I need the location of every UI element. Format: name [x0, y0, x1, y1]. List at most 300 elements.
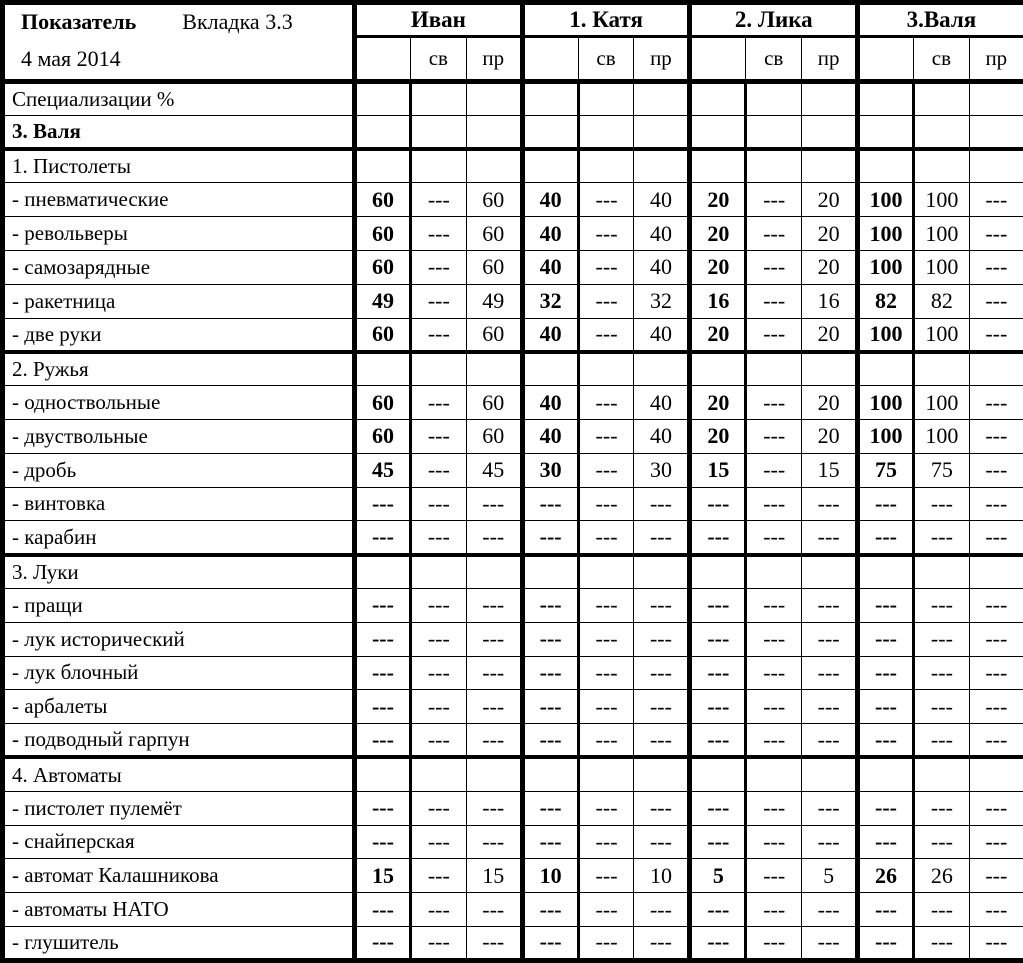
data-cell: --- [466, 791, 522, 825]
data-cell: 100 [858, 217, 914, 251]
data-cell [410, 149, 466, 183]
data-cell [802, 115, 858, 149]
data-cell: 40 [634, 183, 690, 217]
data-cell [578, 82, 634, 116]
data-cell [969, 757, 1023, 791]
data-cell: --- [578, 250, 634, 284]
data-cell: --- [355, 588, 411, 622]
table-row [3, 487, 1023, 521]
table-row [3, 690, 1023, 724]
data-cell: --- [913, 893, 969, 927]
data-cell [858, 115, 914, 149]
data-cell: 5 [690, 859, 746, 893]
data-cell [355, 115, 411, 149]
data-cell: --- [746, 926, 802, 960]
group-header-2: 1. Катя [522, 3, 690, 37]
data-cell: --- [410, 419, 466, 453]
data-cell [634, 757, 690, 791]
data-cell: 60 [466, 183, 522, 217]
data-cell [410, 757, 466, 791]
table-row [3, 352, 1023, 386]
data-cell [858, 149, 914, 183]
data-cell: 40 [634, 419, 690, 453]
data-cell [969, 115, 1023, 149]
data-cell: 20 [802, 318, 858, 352]
row-label: - самозарядные [3, 250, 355, 284]
data-cell: --- [802, 690, 858, 724]
data-cell [746, 149, 802, 183]
data-cell: --- [690, 521, 746, 555]
row-label: 4. Автоматы [3, 757, 355, 791]
data-cell: --- [690, 825, 746, 859]
table-row [3, 893, 1023, 927]
data-cell [690, 115, 746, 149]
header-row-groups [3, 3, 1023, 37]
row-label: Специализации % [3, 82, 355, 116]
data-cell [410, 82, 466, 116]
data-cell: --- [858, 690, 914, 724]
data-cell: 10 [634, 859, 690, 893]
data-cell: --- [578, 622, 634, 656]
data-cell [746, 757, 802, 791]
data-cell [355, 82, 411, 116]
data-cell: --- [410, 521, 466, 555]
group-header-4: 3.Валя [858, 3, 1023, 37]
data-cell: --- [969, 521, 1023, 555]
data-cell: --- [355, 487, 411, 521]
row-label: - автомат Калашникова [3, 859, 355, 893]
data-cell [522, 115, 578, 149]
data-cell [802, 352, 858, 386]
data-cell [634, 82, 690, 116]
data-cell: --- [466, 926, 522, 960]
data-cell: --- [746, 217, 802, 251]
data-cell: --- [746, 588, 802, 622]
row-label: - снайперская [3, 825, 355, 859]
data-cell: --- [802, 588, 858, 622]
data-cell: 100 [913, 217, 969, 251]
data-cell: --- [466, 656, 522, 690]
table-row [3, 859, 1023, 893]
data-cell [578, 555, 634, 589]
data-cell: --- [746, 724, 802, 758]
subheader-cell [858, 36, 914, 81]
subheader-cell: св [746, 36, 802, 81]
subheader-cell: св [578, 36, 634, 81]
data-cell: --- [578, 487, 634, 521]
table-header [3, 3, 1023, 82]
data-cell: --- [634, 521, 690, 555]
data-cell: 60 [355, 419, 411, 453]
data-cell: --- [746, 386, 802, 420]
data-cell: --- [634, 724, 690, 758]
data-cell: --- [522, 926, 578, 960]
data-cell [969, 555, 1023, 589]
data-cell: --- [410, 690, 466, 724]
data-cell [858, 82, 914, 116]
data-cell: 20 [802, 419, 858, 453]
data-cell: --- [634, 825, 690, 859]
data-cell: --- [410, 183, 466, 217]
data-cell: 60 [466, 386, 522, 420]
data-cell: --- [746, 250, 802, 284]
data-cell: --- [410, 487, 466, 521]
data-cell: --- [466, 724, 522, 758]
data-cell: 60 [466, 318, 522, 352]
data-cell [522, 352, 578, 386]
data-cell: --- [690, 791, 746, 825]
data-cell: 60 [466, 250, 522, 284]
data-cell: --- [355, 825, 411, 859]
data-cell: --- [802, 622, 858, 656]
data-cell [410, 555, 466, 589]
row-label: - две руки [3, 318, 355, 352]
table-row [3, 149, 1023, 183]
data-cell: --- [522, 521, 578, 555]
table-row [3, 724, 1023, 758]
data-cell: --- [690, 588, 746, 622]
data-cell: --- [969, 318, 1023, 352]
table-row [3, 588, 1023, 622]
data-cell [522, 149, 578, 183]
data-cell: --- [634, 690, 690, 724]
data-cell: --- [913, 588, 969, 622]
data-cell: --- [913, 825, 969, 859]
data-cell: --- [410, 724, 466, 758]
data-cell: --- [410, 284, 466, 318]
data-cell: --- [578, 318, 634, 352]
data-cell: 100 [913, 386, 969, 420]
data-cell: --- [355, 791, 411, 825]
data-cell: --- [858, 588, 914, 622]
table-row [3, 419, 1023, 453]
data-cell: --- [746, 656, 802, 690]
data-cell: --- [969, 791, 1023, 825]
data-cell: --- [410, 588, 466, 622]
data-cell [802, 82, 858, 116]
data-cell: --- [746, 859, 802, 893]
data-cell [355, 555, 411, 589]
data-cell: 60 [355, 318, 411, 352]
data-cell [858, 555, 914, 589]
row-label: 1. Пистолеты [3, 149, 355, 183]
data-cell [690, 555, 746, 589]
data-cell: --- [578, 656, 634, 690]
subheader-cell: пр [802, 36, 858, 81]
table-row [3, 82, 1023, 116]
data-cell: 20 [802, 250, 858, 284]
data-cell: --- [969, 926, 1023, 960]
data-cell: 45 [466, 453, 522, 487]
table-row [3, 250, 1023, 284]
data-cell: --- [802, 724, 858, 758]
data-cell: 10 [522, 859, 578, 893]
data-cell: --- [355, 926, 411, 960]
data-cell: 100 [913, 250, 969, 284]
data-cell: --- [969, 284, 1023, 318]
data-cell: --- [802, 487, 858, 521]
data-cell: 40 [634, 250, 690, 284]
data-cell [466, 555, 522, 589]
data-cell: --- [858, 724, 914, 758]
data-cell [355, 352, 411, 386]
data-cell: --- [410, 926, 466, 960]
data-cell: --- [634, 656, 690, 690]
data-cell: --- [578, 386, 634, 420]
row-label: - револьверы [3, 217, 355, 251]
data-cell: --- [410, 250, 466, 284]
data-cell: 15 [690, 453, 746, 487]
data-cell [913, 115, 969, 149]
data-cell [634, 352, 690, 386]
row-label: - пистолет пулемёт [3, 791, 355, 825]
data-cell [746, 82, 802, 116]
data-cell [466, 757, 522, 791]
data-cell [913, 555, 969, 589]
data-cell: --- [634, 487, 690, 521]
data-cell: --- [858, 791, 914, 825]
data-cell: --- [578, 217, 634, 251]
data-cell: --- [690, 622, 746, 656]
data-cell: --- [578, 419, 634, 453]
data-cell: --- [858, 926, 914, 960]
data-cell [746, 115, 802, 149]
data-cell: --- [746, 419, 802, 453]
data-cell: 100 [913, 419, 969, 453]
table-row [3, 284, 1023, 318]
subheader-cell [690, 36, 746, 81]
data-cell: 82 [913, 284, 969, 318]
row-label: 3. Валя [3, 115, 355, 149]
subheader-cell: св [410, 36, 466, 81]
data-cell: --- [746, 453, 802, 487]
data-cell [746, 352, 802, 386]
data-cell: 40 [522, 183, 578, 217]
data-cell: --- [410, 656, 466, 690]
data-cell: --- [634, 893, 690, 927]
data-cell: --- [746, 893, 802, 927]
subheader-cell: пр [634, 36, 690, 81]
row-label: - глушитель [3, 926, 355, 960]
data-cell [802, 555, 858, 589]
data-cell [522, 757, 578, 791]
data-cell: --- [578, 284, 634, 318]
data-cell: --- [578, 588, 634, 622]
data-cell [522, 82, 578, 116]
data-cell: 20 [690, 386, 746, 420]
date-label: 4 мая 2014 [5, 39, 352, 79]
data-cell: --- [913, 791, 969, 825]
table-row [3, 791, 1023, 825]
data-cell: --- [858, 825, 914, 859]
data-cell: --- [578, 453, 634, 487]
data-cell: 40 [522, 386, 578, 420]
data-cell: --- [746, 825, 802, 859]
data-cell: --- [969, 690, 1023, 724]
data-cell: --- [410, 893, 466, 927]
table-row [3, 757, 1023, 791]
data-cell: --- [522, 487, 578, 521]
data-cell: --- [858, 487, 914, 521]
data-cell: 100 [858, 250, 914, 284]
data-cell: --- [355, 656, 411, 690]
data-cell: --- [410, 791, 466, 825]
row-label: 2. Ружья [3, 352, 355, 386]
table-row [3, 386, 1023, 420]
data-cell: --- [578, 521, 634, 555]
data-cell [802, 149, 858, 183]
data-cell: --- [969, 825, 1023, 859]
data-cell: 100 [858, 318, 914, 352]
data-cell: --- [690, 893, 746, 927]
data-cell: --- [746, 487, 802, 521]
data-cell [578, 149, 634, 183]
data-cell [690, 757, 746, 791]
data-cell: --- [913, 521, 969, 555]
table-corner-cell [3, 3, 355, 82]
table-row [3, 318, 1023, 352]
data-cell: --- [634, 926, 690, 960]
table-body [3, 82, 1023, 961]
data-cell: 60 [355, 217, 411, 251]
data-cell: --- [690, 656, 746, 690]
data-cell [355, 757, 411, 791]
row-label: - лук блочный [3, 656, 355, 690]
data-cell [355, 149, 411, 183]
data-cell: 100 [913, 318, 969, 352]
data-cell: 40 [522, 318, 578, 352]
data-cell: 20 [802, 183, 858, 217]
table-row [3, 926, 1023, 960]
group-header-3: 2. Лика [690, 3, 858, 37]
data-cell: --- [578, 926, 634, 960]
table-row [3, 115, 1023, 149]
data-cell: --- [969, 656, 1023, 690]
data-cell: 49 [355, 284, 411, 318]
table-row [3, 217, 1023, 251]
data-cell: --- [802, 926, 858, 960]
data-cell: --- [969, 386, 1023, 420]
data-cell: 20 [690, 183, 746, 217]
data-cell: --- [802, 656, 858, 690]
data-cell: --- [578, 690, 634, 724]
data-cell: 40 [634, 386, 690, 420]
data-cell: --- [690, 690, 746, 724]
data-cell: --- [969, 893, 1023, 927]
table-row [3, 825, 1023, 859]
data-cell [969, 82, 1023, 116]
data-cell: 40 [522, 250, 578, 284]
data-cell: --- [913, 487, 969, 521]
data-cell: --- [578, 825, 634, 859]
data-cell: --- [466, 893, 522, 927]
data-cell: --- [913, 690, 969, 724]
data-cell: --- [355, 893, 411, 927]
data-cell: 16 [802, 284, 858, 318]
data-cell: --- [802, 521, 858, 555]
table-row [3, 521, 1023, 555]
tab-label: Вкладка 3.3 [182, 9, 292, 35]
data-cell: --- [969, 724, 1023, 758]
subheader-cell [522, 36, 578, 81]
data-cell: --- [969, 487, 1023, 521]
data-cell: 20 [690, 250, 746, 284]
data-cell: 32 [522, 284, 578, 318]
data-cell: 32 [634, 284, 690, 318]
data-cell: 20 [802, 386, 858, 420]
data-cell: 100 [858, 419, 914, 453]
data-cell: --- [578, 183, 634, 217]
data-cell [410, 115, 466, 149]
data-cell: --- [466, 690, 522, 724]
row-label: - пращи [3, 588, 355, 622]
data-cell: --- [410, 825, 466, 859]
data-cell: --- [746, 791, 802, 825]
data-cell: --- [746, 622, 802, 656]
data-cell: 82 [858, 284, 914, 318]
data-cell: --- [355, 724, 411, 758]
row-label: - пневматические [3, 183, 355, 217]
data-cell: --- [969, 622, 1023, 656]
data-cell: 30 [634, 453, 690, 487]
data-cell: --- [355, 690, 411, 724]
data-cell: --- [858, 656, 914, 690]
row-label: - лук исторический [3, 622, 355, 656]
data-cell [410, 352, 466, 386]
row-label: - одноствольные [3, 386, 355, 420]
data-cell: 26 [913, 859, 969, 893]
data-cell: --- [410, 453, 466, 487]
data-cell: 40 [634, 217, 690, 251]
data-cell: 60 [466, 217, 522, 251]
data-cell [913, 82, 969, 116]
data-cell: --- [466, 825, 522, 859]
data-cell: 75 [858, 453, 914, 487]
table-row [3, 453, 1023, 487]
corner-top-line [5, 5, 352, 39]
data-cell: --- [578, 724, 634, 758]
data-cell: --- [410, 318, 466, 352]
data-cell: --- [634, 791, 690, 825]
data-cell: 40 [634, 318, 690, 352]
data-cell: --- [578, 893, 634, 927]
data-cell: --- [858, 622, 914, 656]
subheader-cell [355, 36, 411, 81]
data-cell: --- [858, 893, 914, 927]
data-cell [969, 149, 1023, 183]
data-cell: --- [410, 386, 466, 420]
data-cell: --- [690, 724, 746, 758]
row-label: - ракетница [3, 284, 355, 318]
data-cell: --- [578, 791, 634, 825]
data-cell: 75 [913, 453, 969, 487]
data-cell: --- [969, 250, 1023, 284]
data-cell: --- [969, 419, 1023, 453]
data-cell: --- [746, 690, 802, 724]
data-cell: 15 [802, 453, 858, 487]
data-cell [466, 115, 522, 149]
table-row [3, 555, 1023, 589]
data-cell [690, 149, 746, 183]
row-label: - карабин [3, 521, 355, 555]
data-cell: --- [355, 622, 411, 656]
data-cell [858, 757, 914, 791]
data-cell: --- [969, 859, 1023, 893]
row-label: - арбалеты [3, 690, 355, 724]
data-cell: --- [802, 791, 858, 825]
data-cell [746, 555, 802, 589]
data-cell: --- [522, 656, 578, 690]
